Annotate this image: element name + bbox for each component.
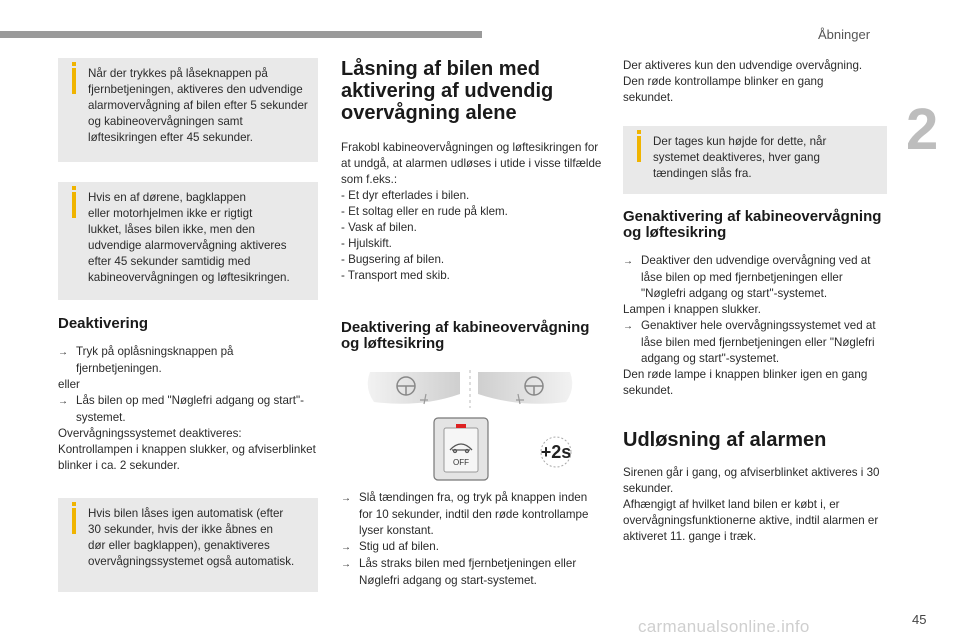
ceiling-panel-left — [368, 372, 460, 404]
text-line: Overvågningssystemet deaktiveres: — [58, 427, 242, 440]
example-list — [341, 188, 603, 284]
bullet-item — [341, 490, 603, 539]
text-line: eller — [58, 378, 80, 391]
example-item: - Bugsering af bilen. — [341, 253, 445, 266]
info-icon — [72, 502, 76, 506]
off-label: OFF — [453, 458, 469, 467]
alarm-button-illustration — [360, 368, 590, 486]
intro-text: Frakobl kabineovervågningen og løftesikringen for at undgå, at alarmen udløses i utide i visse tilfælde som f.eks.: — [341, 141, 602, 186]
info-note-4 — [623, 126, 887, 194]
info-icon-bar — [637, 136, 641, 162]
info-icon — [72, 62, 76, 66]
bullet-item — [58, 344, 318, 377]
bullet-text: Tryk på oplåsningsknappen på fjernbetjeningen. — [76, 345, 234, 375]
bullet-item — [58, 393, 318, 426]
alarm-trigger-heading: Udløsning af alarmen — [623, 429, 827, 451]
text-line: overvågningssystemet også automatisk. — [88, 555, 295, 568]
intro-text — [623, 58, 887, 106]
watermark: carmanualsonline.info — [638, 617, 810, 636]
text-line: eller motorhjelmen ikke er rigtigt — [88, 207, 253, 220]
section-title: Åbninger — [818, 27, 871, 42]
example-item: - Et dyr efterlades i bilen. — [341, 189, 470, 202]
deactivation-heading: Deaktivering — [58, 315, 149, 332]
deactivate-interior-heading: Deaktivering af kabineovervågning og løftesikring — [341, 319, 590, 352]
bullet-item — [341, 556, 603, 589]
info-icon — [637, 130, 641, 134]
page-number: 45 — [912, 612, 927, 627]
text-line: kabineovervågningen og løftesikringen. — [88, 271, 290, 284]
text-line: Lampen i knappen slukker. — [623, 303, 761, 316]
bullet-text: Lås straks bilen med fjernbetjeningen eller Nøglefri adgang og start-systemet. — [359, 557, 577, 587]
info-icon-bar — [72, 192, 76, 218]
text-line: systemet deaktiveres, hver gang — [653, 151, 820, 164]
note-text: Når der trykkes på låseknappen på fjernbetjeningen, aktiveres den udvendige alarmovervågning af bilen efter 5 sekunder og kabineovervågningen samt løftesikringen efter 45 sekunder. — [88, 67, 308, 144]
bullet-text: Deaktiver den udvendige overvågning ved at låse bilen op med fjernbetjeningen eller "Nøglefri adgang og start"-systemet. — [641, 254, 871, 300]
step-list — [341, 490, 603, 589]
example-item: - Hjulskift. — [341, 237, 392, 250]
column-right — [623, 58, 887, 545]
note-text — [653, 134, 877, 182]
arrow-bullet-icon: → — [58, 396, 68, 407]
bullet-item — [623, 318, 887, 367]
text-line: tændingen slås fra. — [653, 167, 752, 180]
info-icon — [72, 186, 76, 190]
text-line: Hvis bilen låses igen automatisk (efter — [88, 507, 284, 520]
text-line: Den røde lampe i knappen blinker igen en gang sekundet. — [623, 368, 868, 397]
arrow-bullet-icon: → — [623, 321, 633, 332]
arrow-bullet-icon: → — [623, 256, 633, 267]
text-line: sekundet. — [623, 91, 674, 104]
text-line: Sirenen går i gang, og afviserblinket aktiveres i 30 sekunder. — [623, 466, 880, 495]
column-middle — [341, 58, 603, 352]
example-item: - Transport med skib. — [341, 269, 450, 282]
text-line: Der aktiveres kun den udvendige overvågning. — [623, 59, 863, 72]
text-line: dør eller bagklappen), genaktiveres — [88, 539, 270, 552]
text-line: Hvis en af dørene, bagklappen — [88, 191, 246, 204]
arrow-bullet-icon: → — [341, 542, 351, 553]
bullet-text: Stig ud af bilen. — [359, 540, 439, 553]
text-line: Den røde kontrollampe blinker en gang — [623, 75, 824, 88]
note-text — [88, 190, 308, 286]
info-note-1 — [58, 58, 318, 162]
note-text — [88, 506, 308, 570]
header-bar — [0, 31, 482, 38]
text-line: Der tages kun højde for dette, når — [653, 135, 827, 148]
text-line: Afhængigt af hvilket land bilen er købt i, er overvågningsfunktionerne aktive, indtil alarmen er aktiveret 11. gange i træk. — [623, 498, 879, 543]
text-line: udvendige alarmovervågning aktiveres — [88, 239, 287, 252]
text-line: 30 sekunder, hvis der ikke åbnes en — [88, 523, 273, 536]
text-line: Kontrollampen i knappen slukker, og afviserblinket blinker i ca. 2 sekunder. — [58, 443, 316, 472]
chapter-number: 2 — [906, 97, 939, 162]
bullet-text: Lås bilen op med "Nøglefri adgang og start"-systemet. — [76, 394, 304, 424]
bullet-text: Slå tændingen fra, og tryk på knappen inden for 10 sekunder, indtil den røde kontrollampe lyser konstant. — [359, 491, 589, 537]
reactivation-heading: Genaktivering af kabineovervågning og løftesikring — [623, 208, 882, 241]
bullet-text: Genaktiver hele overvågningssystemet ved at låse bilen med fjernbetjeningen eller "Nøglefri adgang og start"-systemet. — [641, 319, 876, 365]
two-seconds-label: +2s — [540, 442, 572, 462]
arrow-bullet-icon: → — [341, 493, 351, 504]
column-left — [58, 58, 318, 592]
bullet-item — [623, 253, 887, 302]
info-icon-bar — [72, 68, 76, 94]
info-note-2 — [58, 182, 318, 300]
bullet-item — [341, 539, 603, 556]
alarm-text — [623, 465, 887, 545]
lock-exterior-heading: Låsning af bilen med aktivering af udvendig overvågning alene — [341, 58, 554, 124]
arrow-bullet-icon: → — [341, 559, 351, 570]
text-line: efter 45 sekunder samtidig med — [88, 255, 251, 268]
example-item: - Et soltag eller en rude på klem. — [341, 205, 508, 218]
info-icon-bar — [72, 508, 76, 534]
deactivation-list — [58, 344, 318, 474]
text-line: lukket, låses bilen ikke, men den — [88, 223, 255, 236]
example-item: - Vask af bilen. — [341, 221, 417, 234]
steps-block — [341, 490, 603, 589]
arrow-bullet-icon: → — [58, 347, 68, 358]
info-note-3 — [58, 498, 318, 592]
reactivation-list — [623, 253, 887, 399]
